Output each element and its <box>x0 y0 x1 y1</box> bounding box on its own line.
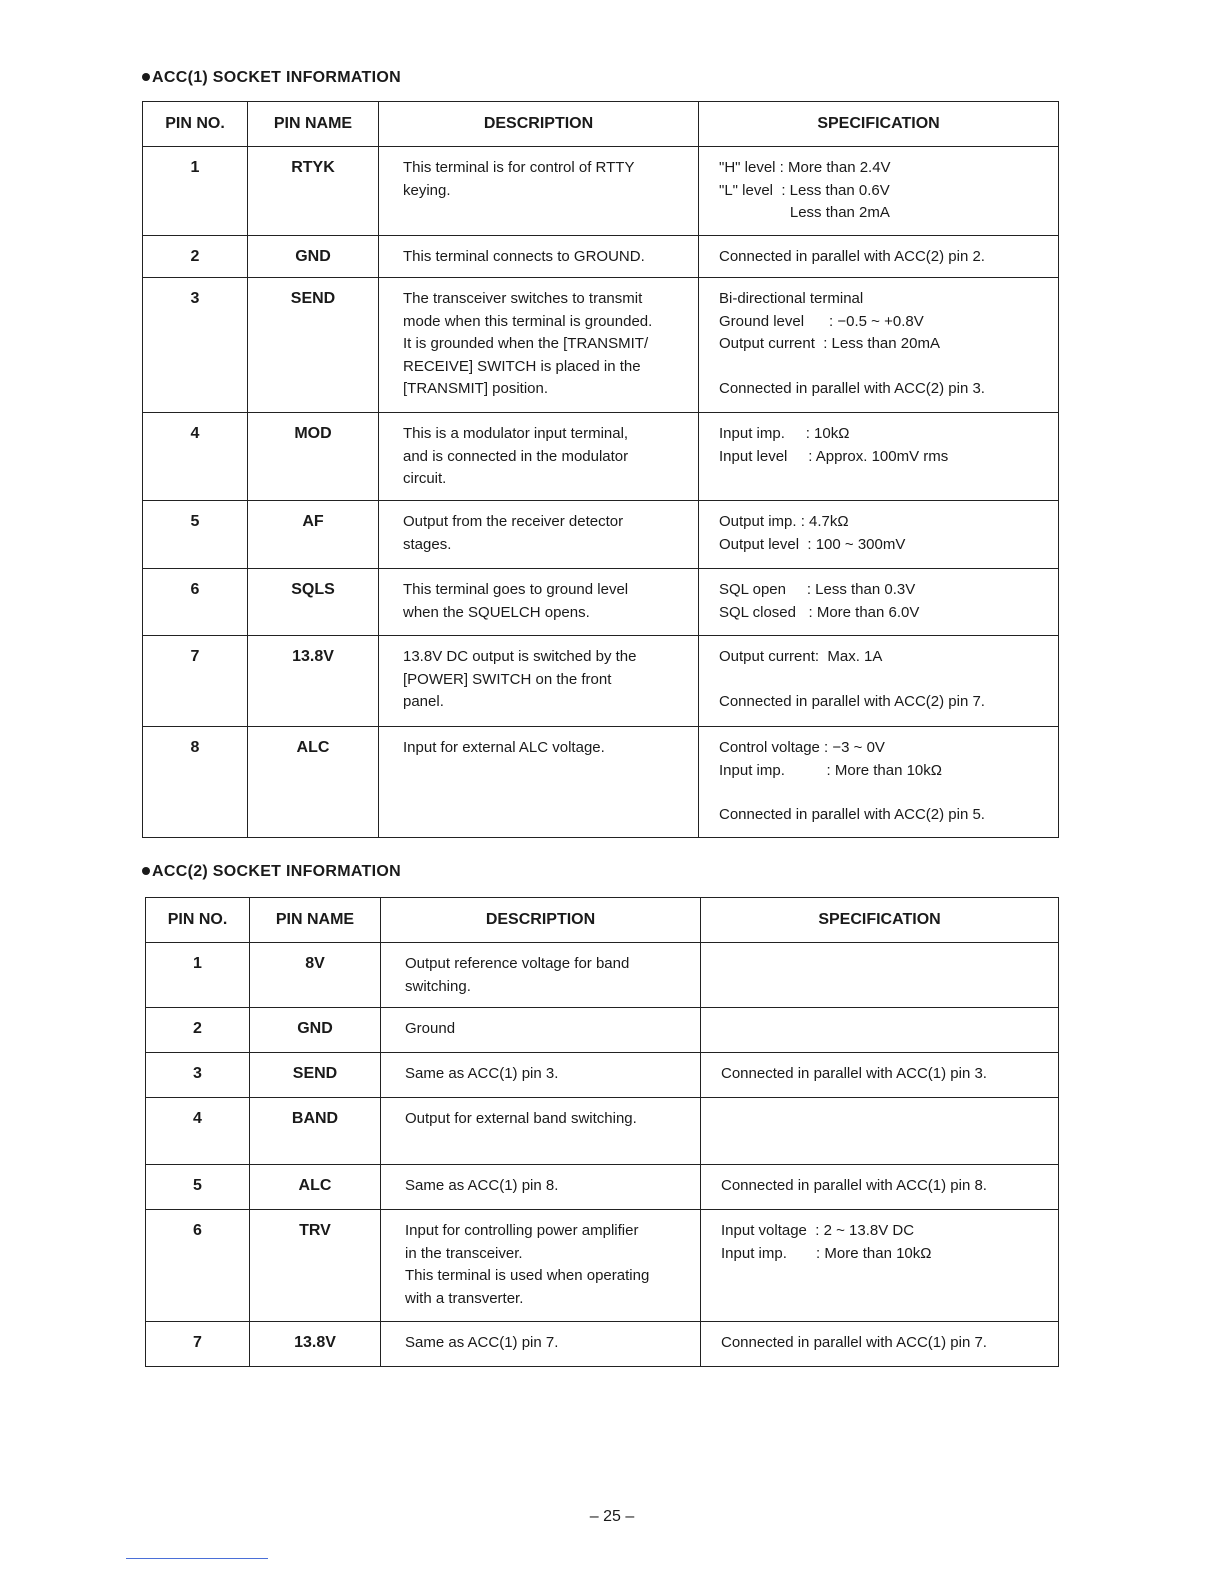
description-line: keying. <box>403 181 451 199</box>
specification-line: Less than 2mA <box>719 204 890 221</box>
specification-line: Connected in parallel with ACC(2) pin 5. <box>719 806 985 823</box>
description-line: 13.8V DC output is switched by the <box>403 648 637 665</box>
pin-description <box>381 1322 701 1367</box>
specification-line: Connected in parallel with ACC(2) pin 2. <box>719 248 985 265</box>
table-row <box>146 1098 1059 1165</box>
specification-line: Output level : 100 ~ 300mV <box>719 535 906 553</box>
description-line: Input for controlling power amplifier <box>405 1222 639 1239</box>
pin-name: SQLS <box>248 569 379 636</box>
pin-number: 8 <box>143 727 248 838</box>
description-line: Output for external band switching. <box>405 1110 637 1127</box>
header-description: DESCRIPTION <box>381 898 701 943</box>
description-line: Input for external ALC voltage. <box>403 739 605 756</box>
pin-name: ALC <box>248 727 379 838</box>
pin-number: 6 <box>143 569 248 636</box>
table-row <box>146 1053 1059 1098</box>
specification-line: "L" level : Less than 0.6V <box>719 181 890 199</box>
pin-name: RTYK <box>248 147 379 236</box>
pin-description <box>379 727 699 838</box>
specification-line: Connected in parallel with ACC(1) pin 7. <box>721 1334 987 1351</box>
pin-number: 4 <box>143 413 248 501</box>
specification-line: SQL open : Less than 0.3V <box>719 581 916 598</box>
table-row <box>146 1322 1059 1367</box>
pin-description <box>379 636 699 727</box>
acc2-table-body <box>146 943 1059 1367</box>
pin-description <box>379 278 699 413</box>
pin-name: SEND <box>250 1053 381 1098</box>
specification-line: Connected in parallel with ACC(2) pin 3. <box>719 379 985 397</box>
description-line: with a transverter. <box>405 1289 524 1307</box>
pin-number: 5 <box>143 501 248 569</box>
pin-description <box>379 413 699 501</box>
specification-line: Input imp. : More than 10kΩ <box>721 1244 932 1262</box>
header-pin-no: PIN NO. <box>146 898 250 943</box>
pin-description <box>381 1210 701 1322</box>
pin-specification <box>701 943 1059 1008</box>
pin-specification <box>701 1053 1059 1098</box>
specification-line: Connected in parallel with ACC(1) pin 3. <box>721 1065 987 1082</box>
specification-line: "H" level : More than 2.4V <box>719 159 891 176</box>
pin-number: 3 <box>146 1053 250 1098</box>
description-line: panel. <box>403 693 444 710</box>
pin-specification <box>699 278 1059 413</box>
acc2-header-row <box>146 898 1059 943</box>
table-row <box>143 569 1059 636</box>
pin-description <box>381 1098 701 1165</box>
description-line: Same as ACC(1) pin 7. <box>405 1334 559 1351</box>
acc1-header-row <box>143 102 1059 147</box>
pin-description <box>379 569 699 636</box>
header-pin-no: PIN NO. <box>143 102 248 147</box>
pin-specification <box>699 147 1059 236</box>
pin-number: 2 <box>146 1008 250 1053</box>
specification-line: Output current: Max. 1A <box>719 648 883 665</box>
pin-specification <box>699 727 1059 838</box>
acc1-table-body <box>143 147 1059 838</box>
pin-number: 2 <box>143 236 248 278</box>
specification-gap <box>719 669 1048 691</box>
page-number: – 25 – <box>589 1508 635 1525</box>
table-row <box>143 147 1059 236</box>
specification-line: Input imp. : 10kΩ <box>719 425 850 442</box>
pin-number: 7 <box>143 636 248 727</box>
description-line: Ground <box>405 1020 456 1037</box>
description-line: This terminal is for control of RTTY <box>403 159 635 176</box>
header-specification: SPECIFICATION <box>699 102 1059 147</box>
pin-specification <box>701 1098 1059 1165</box>
description-line: Output from the receiver detector <box>403 513 624 530</box>
description-line: in the transceiver. <box>405 1244 523 1262</box>
description-line: Same as ACC(1) pin 8. <box>405 1177 559 1194</box>
specification-line: Input voltage : 2 ~ 13.8V DC <box>721 1222 915 1239</box>
pin-name: ALC <box>250 1165 381 1210</box>
acc1-table <box>142 101 1059 838</box>
description-line: switching. <box>405 977 471 995</box>
acc2-table <box>145 897 1059 1367</box>
bullet-icon <box>142 867 150 875</box>
pin-number: 1 <box>146 943 250 1008</box>
description-line: when the SQUELCH opens. <box>403 603 590 621</box>
description-line: mode when this terminal is grounded. <box>403 312 653 330</box>
specification-line: Output imp. : 4.7kΩ <box>719 513 849 530</box>
pin-number: 7 <box>146 1322 250 1367</box>
pin-name: SEND <box>248 278 379 413</box>
specification-line: Output current : Less than 20mA <box>719 335 940 352</box>
table-row <box>143 501 1059 569</box>
table-row <box>146 1008 1059 1053</box>
description-line: Output reference voltage for band <box>405 955 630 972</box>
pin-number: 1 <box>143 147 248 236</box>
table-row <box>146 1210 1059 1322</box>
pin-number: 4 <box>146 1098 250 1165</box>
pin-specification <box>699 236 1059 278</box>
specification-line: SQL closed : More than 6.0V <box>719 603 920 621</box>
table-row <box>143 636 1059 727</box>
pin-name: 8V <box>250 943 381 1008</box>
pin-specification <box>699 636 1059 727</box>
pin-name: 13.8V <box>250 1322 381 1367</box>
specification-line: Connected in parallel with ACC(1) pin 8. <box>721 1177 987 1194</box>
table-row <box>143 413 1059 501</box>
pin-name: BAND <box>250 1098 381 1165</box>
specification-line: Control voltage : −3 ~ 0V <box>719 739 885 756</box>
header-pin-name: PIN NAME <box>248 102 379 147</box>
footer-rule <box>126 1558 268 1559</box>
pin-description <box>381 943 701 1008</box>
pin-description <box>381 1053 701 1098</box>
pin-number: 3 <box>143 278 248 413</box>
specification-line: Bi-directional terminal <box>719 290 864 307</box>
pin-specification <box>701 1008 1059 1053</box>
description-line: This is a modulator input terminal, <box>403 425 629 442</box>
pin-description <box>381 1008 701 1053</box>
pin-name: GND <box>250 1008 381 1053</box>
bullet-icon <box>142 73 150 81</box>
table-row <box>143 278 1059 413</box>
specification-gap <box>719 782 1048 804</box>
specification-line: Input level : Approx. 100mV rms <box>719 447 949 465</box>
description-line: Same as ACC(1) pin 3. <box>405 1065 559 1082</box>
acc1-section-title: ACC(1) SOCKET INFORMATION <box>142 69 401 87</box>
pin-name: AF <box>248 501 379 569</box>
description-line: This terminal is used when operating <box>405 1267 650 1284</box>
description-line: This terminal goes to ground level <box>403 581 629 598</box>
pin-number: 6 <box>146 1210 250 1322</box>
pin-specification <box>701 1210 1059 1322</box>
specification-line: Input imp. : More than 10kΩ <box>719 761 942 779</box>
table-row <box>146 943 1059 1008</box>
pin-name: 13.8V <box>248 636 379 727</box>
pin-name: TRV <box>250 1210 381 1322</box>
pin-specification <box>699 413 1059 501</box>
description-line: RECEIVE] SWITCH is placed in the <box>403 357 641 375</box>
description-line: It is grounded when the [TRANSMIT/ <box>403 335 649 352</box>
pin-description <box>379 147 699 236</box>
specification-gap <box>719 356 1048 378</box>
table-row <box>143 727 1059 838</box>
pin-specification <box>701 1165 1059 1210</box>
description-line: circuit. <box>403 470 447 487</box>
description-line: stages. <box>403 535 452 553</box>
header-pin-name: PIN NAME <box>250 898 381 943</box>
table-row <box>143 236 1059 278</box>
specification-line: Ground level : −0.5 ~ +0.8V <box>719 312 924 330</box>
pin-description <box>381 1165 701 1210</box>
pin-name: GND <box>248 236 379 278</box>
description-line: This terminal connects to GROUND. <box>403 248 645 265</box>
header-specification: SPECIFICATION <box>701 898 1059 943</box>
description-line: The transceiver switches to transmit <box>403 290 643 307</box>
pin-description <box>379 501 699 569</box>
specification-line: Connected in parallel with ACC(2) pin 7. <box>719 692 985 710</box>
pin-name: MOD <box>248 413 379 501</box>
description-line: [POWER] SWITCH on the front <box>403 670 612 688</box>
acc2-section-title: ACC(2) SOCKET INFORMATION <box>142 863 401 881</box>
table-row <box>146 1165 1059 1210</box>
pin-specification <box>699 501 1059 569</box>
pin-specification <box>699 569 1059 636</box>
description-line: and is connected in the modulator <box>403 447 629 465</box>
pin-specification <box>701 1322 1059 1367</box>
description-line: [TRANSMIT] position. <box>403 380 549 397</box>
pin-number: 5 <box>146 1165 250 1210</box>
pin-description <box>379 236 699 278</box>
header-description: DESCRIPTION <box>379 102 699 147</box>
